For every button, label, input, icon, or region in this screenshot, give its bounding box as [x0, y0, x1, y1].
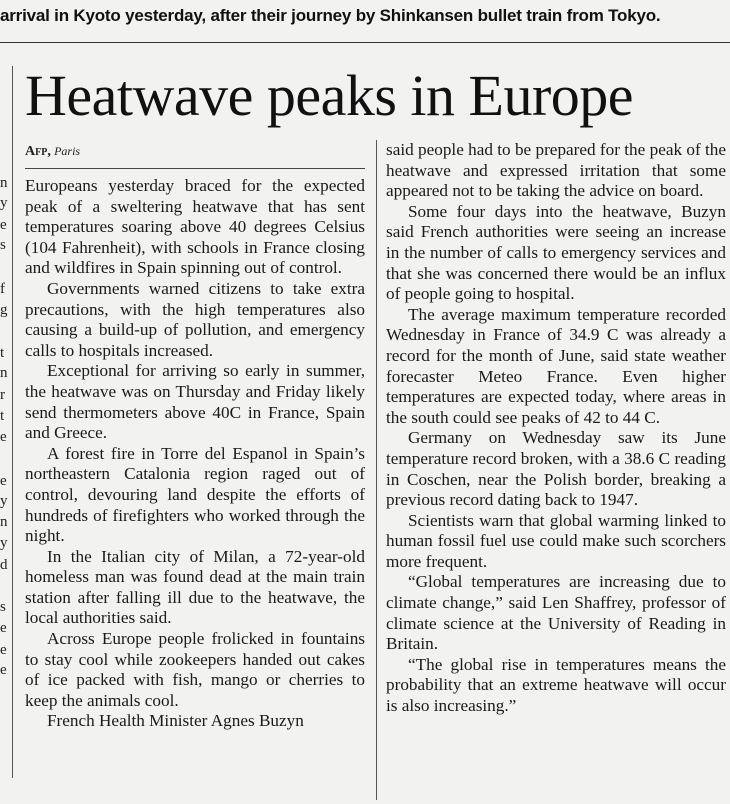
photo-caption-text: arrival in Kyoto yesterday, after their journey by Shinkansen bullet train from Tokyo.: [0, 6, 661, 25]
paragraph: “Global temperatures are increasing due to climate change,” said Len Shaffrey, professor of climate science at the University of Reading in Britain.: [386, 572, 726, 654]
byline-agency: Afp,: [25, 144, 51, 159]
paragraph: said people had to be prepared for the peak of the heatwave and expressed irritation that some appeared not to be taking the advice on board.: [386, 140, 726, 201]
byline: [25, 143, 80, 160]
paragraph: Across Europe people frolicked in fountains to stay cool while zookeepers handed out cakes of ice packed with fish, mango or cherries to keep the animals cool.: [25, 629, 365, 710]
paragraph: In the Italian city of Milan, a 72-year-old homeless man was found dead at the main train station after falling ill due to the heatwave, the local authorities said.: [25, 546, 365, 628]
fragment-letter: n: [0, 514, 8, 530]
headline: Heatwave peaks in Europe: [25, 63, 634, 128]
paragraph: A forest fire in Torre del Espanol in Spain’s northeastern Catalonia region raged out of control, devouring land despite the efforts of hundreds of firefighters who worked through the night.: [25, 443, 365, 546]
fragment-letter: d: [0, 557, 8, 573]
column-divider: [376, 140, 377, 800]
fragment-letter: y: [0, 535, 8, 551]
fragment-letter: e: [0, 620, 7, 636]
paragraph: Germany on Wednesday saw its June temperature record broken, with a 38.6 C reading in Coschen, near the Polish border, breaking a previous record dating back to 1947.: [386, 428, 726, 510]
byline-city: Paris: [54, 144, 81, 158]
photo-caption: [0, 0, 730, 34]
top-divider: [0, 42, 730, 43]
byline-rule: [25, 168, 365, 169]
paragraph: French Health Minister Agnes Buzyn: [47, 711, 304, 731]
fragment-letter: f: [0, 281, 5, 297]
paragraph: Europeans yesterday braced for the expected peak of a sweltering heatwave that has sent temperatures soaring above 40 degrees Celsius (104 Fahrenheit), with schools in France closing and wildfires in Spain spinning out of control.: [25, 176, 365, 278]
paragraph: “The global rise in temperatures means the probability that an extreme heatwave will occur is also increasing.”: [386, 654, 726, 716]
adjacent-column-edge: [12, 66, 13, 778]
fragment-letter: n: [0, 175, 8, 191]
fragment-letter: r: [0, 387, 5, 403]
fragment-letter: s: [0, 237, 6, 253]
fragment-letter: y: [0, 493, 8, 509]
fragment-letter: t: [0, 345, 5, 361]
fragment-letter: e: [0, 429, 7, 445]
fragment-letter: e: [0, 217, 7, 233]
fragment-letter: y: [0, 195, 8, 211]
paragraph: Exceptional for arriving so early in summer, the heatwave was on Thursday and Friday likely send thermometers above 40C in France, Spain and Greece.: [25, 361, 365, 443]
paragraph: Scientists warn that global warming linked to human fossil fuel use could make such scorchers more frequent.: [386, 510, 726, 571]
fragment-letter: s: [0, 599, 6, 615]
article-column-2: [386, 140, 726, 717]
paragraph: Governments warned citizens to take extra precautions, with the high temperatures also causing a build-up of pollution, and emergency calls to hospitals increased.: [25, 278, 365, 360]
adjacent-column-fragment: [0, 66, 14, 796]
fragment-letter: e: [0, 642, 7, 658]
fragment-letter: e: [0, 473, 7, 489]
fragment-letter: t: [0, 408, 5, 424]
fragment-letter: n: [0, 365, 8, 381]
fragment-letter: e: [0, 662, 7, 678]
article-column-1: [25, 176, 365, 732]
fragment-letter: g: [0, 302, 8, 318]
paragraph: The average maximum temperature recorded Wednesday in France of 34.9 C was already a record for the month of June, said state weather forecaster Meteo France. Even higher temperatures are expected today, where areas in the south could see peaks of 42 to 44 C.: [386, 304, 726, 427]
paragraph: Some four days into the heatwave, Buzyn said French authorities were seeing an increase in the number of calls to emergency services and that she was concerned there would be an influx of people going to hospital.: [386, 201, 726, 304]
